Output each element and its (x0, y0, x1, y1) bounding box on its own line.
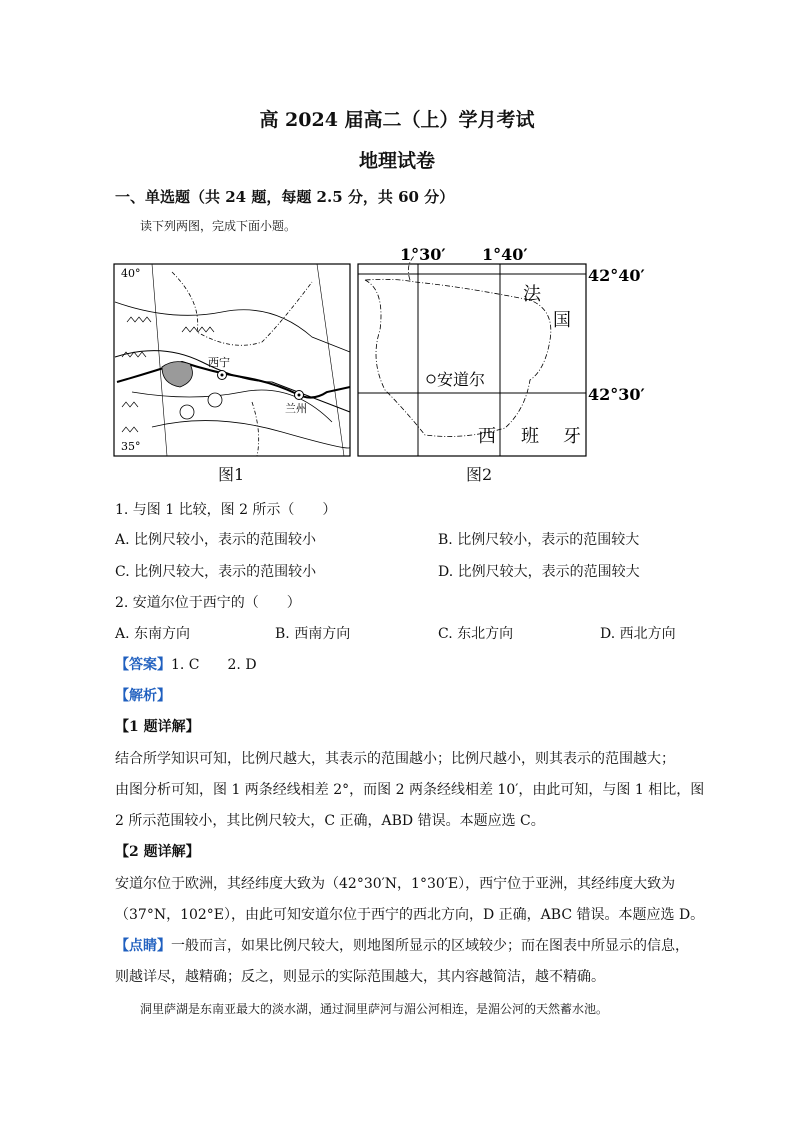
q2-option-b: B. 西南方向 (275, 626, 351, 642)
q1-option-b: B. 比例尺较小，表示的范围较大 (438, 532, 640, 548)
tip-line-1: 一般而言，如果比例尺较大，则地图所显示的区域较少；而在图表中所显示的信息， (171, 938, 689, 954)
answer-label: 【答案】 (115, 657, 171, 673)
figure1-caption: 图1 (218, 465, 245, 484)
q2-option-c: C. 东北方向 (438, 626, 514, 642)
fig2-lon-right: 1°40′ (482, 245, 528, 264)
answer-row (115, 654, 257, 674)
fig2-label-france-2: 国 (553, 310, 571, 331)
tip-label: 【点睛】 (115, 938, 171, 954)
q1-option-c: C. 比例尺较大，表示的范围较小 (115, 564, 317, 580)
q2-option-d: D. 西北方向 (600, 626, 676, 642)
fig2-label-spain-2: 班 (521, 426, 539, 447)
fig2-lon-left: 1°30′ (400, 245, 446, 264)
q1-option-a: A. 比例尺较小，表示的范围较小 (115, 532, 317, 548)
intro-text: 读下列两图，完成下面小题。 (140, 219, 297, 233)
figure2-map (355, 240, 685, 460)
fig1-label-xining: 西宁 (208, 356, 230, 369)
figure1-map (112, 262, 352, 458)
answer-text: 1. C 2. D (171, 657, 257, 673)
fig2-label-spain-3: 牙 (563, 426, 581, 447)
fig2-lat-bottom: 42°30′ (588, 385, 645, 404)
detail1-line-2: 由图分析可知，图 1 两条经线相差 2°，而图 2 两条经线相差 10′，由此可知，与图 1 相比，图 (115, 782, 705, 798)
fig2-label-france-1: 法 (523, 284, 541, 305)
q1-stem: 1. 与图 1 比较，图 2 所示（ ） (115, 502, 337, 518)
q1-option-d: D. 比例尺较大，表示的范围较大 (438, 564, 640, 580)
detail1-line-3: 2 所示范围较小，其比例尺较大，C 正确，ABD 错误。本题应选 C。 (115, 813, 545, 829)
detail2-line-1: 安道尔位于欧洲，其经纬度大致为（42°30′N，1°30′E），西宁位于亚洲，其经纬度大致为 (115, 876, 676, 892)
exam-subtitle: 地理试卷 (358, 150, 435, 172)
fig1-lat-bottom: 35° (121, 440, 141, 453)
exam-title: 高 2024 届高二（上）学月考试 (259, 109, 535, 131)
detail2-line-2: （37°N，102°E），由此可知安道尔位于西宁的西北方向，D 正确，ABC 错误。本题应选 D。 (115, 907, 705, 923)
detail1-label: 【1 题详解】 (115, 719, 200, 735)
tip-line-2: 则越详尽，越精确；反之，则显示的实际范围越大，其内容越简洁，越不精确。 (115, 969, 605, 985)
tip-row (115, 935, 689, 955)
fig2-label-spain-1: 西 (478, 426, 496, 447)
detail2-label: 【2 题详解】 (115, 844, 200, 860)
analysis-label: 【解析】 (115, 688, 171, 704)
next-question-intro: 洞里萨湖是东南亚最大的淡水湖，通过洞里萨河与湄公河相连，是湄公河的天然蓄水池。 (140, 1002, 609, 1016)
section-heading: 一、单选题（共 24 题，每题 2.5 分，共 60 分） (115, 188, 455, 206)
figure2-caption: 图2 (466, 465, 493, 484)
fig1-lat-top: 40° (121, 267, 141, 280)
fig2-label-andorra: 安道尔 (437, 370, 486, 389)
q2-stem: 2. 安道尔位于西宁的（ ） (115, 595, 301, 611)
q2-option-a: A. 东南方向 (115, 626, 191, 642)
fig1-label-lanzhou: 兰州 (285, 402, 307, 415)
fig2-lat-top: 42°40′ (588, 266, 645, 285)
detail1-line-1: 结合所学知识可知，比例尺越大，其表示的范围越小；比例尺越小，则其表示的范围越大； (115, 751, 675, 767)
